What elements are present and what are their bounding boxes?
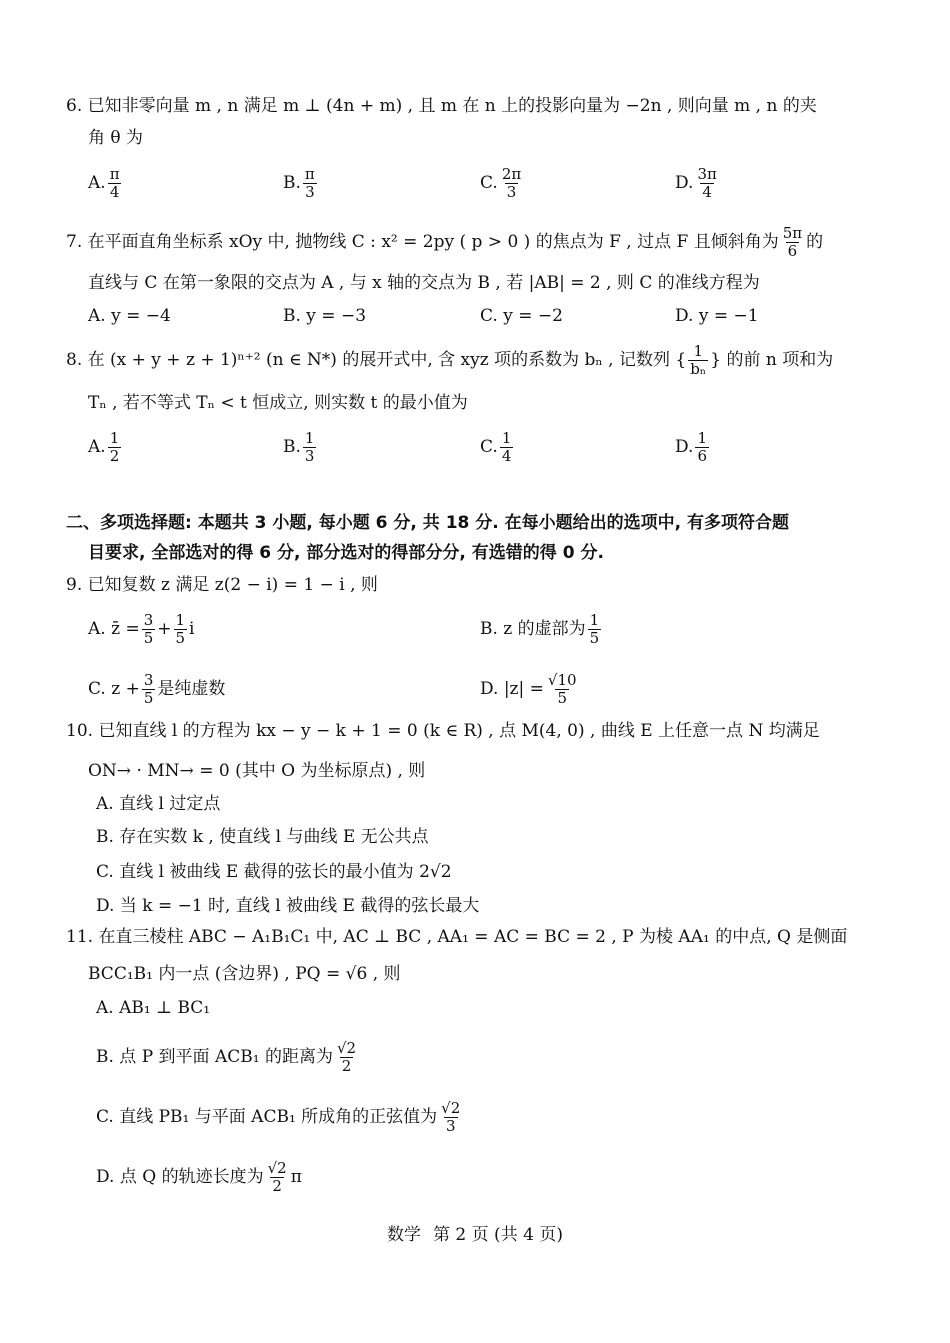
option-label: B. — [283, 437, 301, 457]
q9-option-c — [88, 672, 225, 707]
frac-num: 3 — [143, 611, 154, 629]
section-2-title-line1: 二、多项选择题: 本题共 3 小题, 每小题 6 分, 共 18 分. 在每小题给出的选项中, 有多项符合题 — [66, 513, 790, 533]
fraction — [108, 430, 122, 465]
frac-num: π — [109, 165, 120, 183]
fraction — [781, 225, 804, 260]
fraction — [303, 166, 317, 201]
q11-stem-line1: 11. 在直三棱柱 ABC − A₁B₁C₁ 中, AC ⊥ BC , AA₁ = AC = BC = 2 , P 为棱 AA₁ 的中点, Q 是侧面 — [66, 927, 848, 947]
frac-den: 2 — [109, 447, 120, 465]
q8-option-c — [480, 430, 515, 465]
footer-page-number: 第 2 页 (共 4 页) — [433, 1225, 563, 1245]
fraction — [588, 612, 602, 647]
frac-num: 1 — [109, 429, 120, 447]
frac-num: π — [304, 165, 315, 183]
fraction — [142, 612, 156, 647]
stem-text: 7. 在平面直角坐标系 xOy 中, 抛物线 C : x² = 2py ( p > 0 ) 的焦点为 F , 过点 F 且倾斜角为 — [66, 232, 779, 252]
frac-num: 1 — [693, 342, 703, 360]
fraction — [546, 672, 579, 707]
option-text: B. z 的虚部为 — [480, 619, 586, 639]
q8-stem-line1 — [66, 343, 833, 378]
frac-num: 1 — [697, 429, 707, 447]
frac-num: 1 — [501, 429, 512, 447]
option-text: π — [290, 1167, 302, 1187]
fraction — [439, 1100, 462, 1135]
frac-den: 6 — [697, 447, 707, 465]
fraction — [266, 1160, 289, 1195]
q6-stem-line1: 6. 已知非零向量 m , n 满足 m ⊥ (4n + m) , 且 m 在 n 上的投影向量为 −2n , 则向量 m , n 的夹 — [66, 96, 817, 116]
frac-num: 1 — [304, 429, 315, 447]
q6-option-b — [283, 166, 319, 201]
fraction — [500, 166, 523, 201]
option-text: A. z̄ = — [88, 619, 140, 639]
q10-option-d: D. 当 k = −1 时, 直线 l 被曲线 E 截得的弦长最大 — [96, 896, 480, 916]
fraction — [695, 430, 709, 465]
frac-den: 4 — [501, 447, 512, 465]
option-label: B. — [283, 173, 301, 193]
q9-option-b — [480, 612, 603, 647]
frac-num: 3π — [697, 165, 717, 183]
frac-num: √2 — [441, 1099, 461, 1117]
frac-den: 2 — [272, 1177, 282, 1195]
frac-num: √2 — [267, 1159, 287, 1177]
fraction — [142, 672, 156, 707]
frac-num: √10 — [547, 671, 577, 689]
q7-option-d: D. y = −1 — [675, 306, 759, 326]
fraction — [335, 1040, 358, 1075]
option-label: C. — [480, 173, 498, 193]
q6-option-a — [88, 166, 124, 201]
frac-num: 1 — [589, 611, 600, 629]
q7-option-c: C. y = −2 — [480, 306, 563, 326]
frac-den: 5 — [143, 689, 154, 707]
q8-option-d — [675, 430, 711, 465]
q11-stem-line2: BCC₁B₁ 内一点 (含边界) , PQ = √6 , 则 — [88, 964, 401, 984]
frac-den: 5 — [143, 629, 154, 647]
frac-num: √2 — [336, 1039, 357, 1057]
q7-stem-line2: 直线与 C 在第一象限的交点为 A , 与 x 轴的交点为 B , 若 |AB| = 2 , 则 C 的准线方程为 — [88, 273, 760, 293]
frac-den: 6 — [787, 242, 798, 260]
q10-option-c: C. 直线 l 被曲线 E 截得的弦长的最小值为 2√2 — [96, 862, 452, 882]
q9-option-d — [480, 672, 581, 707]
stem-text: 8. 在 (x + y + z + 1)ⁿ⁺² (n ∈ N*) 的展开式中, 含 xyz 项的系数为 bₙ , 记数列 { — [66, 350, 687, 370]
stem-text: 的 — [806, 232, 824, 252]
option-text: B. 点 P 到平面 ACB₁ 的距离为 — [96, 1047, 333, 1067]
q10-stem-line2: ON→ · MN→ = 0 (其中 O 为坐标原点) , 则 — [88, 761, 426, 781]
fraction — [108, 166, 122, 201]
frac-den: 4 — [109, 183, 120, 201]
q11-option-b — [96, 1040, 360, 1075]
frac-den: 3 — [305, 183, 315, 201]
q10-option-a: A. 直线 l 过定点 — [96, 794, 221, 814]
q8-option-b — [283, 430, 318, 465]
frac-den: 5 — [557, 689, 567, 707]
q6-option-c — [480, 166, 525, 201]
q10-option-b: B. 存在实数 k , 使直线 l 与曲线 E 无公共点 — [96, 827, 429, 847]
q6-stem-line2: 角 θ 为 — [88, 128, 144, 148]
fraction — [303, 430, 317, 465]
option-text: D. |z| = — [480, 679, 544, 699]
stem-text: } 的前 n 项和为 — [710, 350, 834, 370]
frac-den: 3 — [506, 183, 517, 201]
frac-den: 5 — [589, 629, 600, 647]
frac-den: 3 — [445, 1117, 456, 1135]
option-label: D. — [675, 437, 694, 457]
option-text: i — [189, 619, 195, 639]
frac-num: 1 — [175, 611, 186, 629]
q11-option-c — [96, 1100, 464, 1135]
q9-option-a — [88, 612, 194, 647]
section-2-title-line2: 目要求, 全部选对的得 6 分, 部分选对的得部分分, 有选错的得 0 分. — [88, 543, 604, 563]
fraction — [174, 612, 188, 647]
q8-option-a — [88, 430, 123, 465]
option-label: A. — [88, 437, 106, 457]
page-footer — [0, 1220, 950, 1245]
q8-stem-line2: Tₙ , 若不等式 Tₙ < t 恒成立, 则实数 t 的最小值为 — [88, 393, 468, 413]
q9-stem: 9. 已知复数 z 满足 z(2 − i) = 1 − i , 则 — [66, 575, 378, 595]
footer-subject: 数学 — [387, 1225, 422, 1245]
frac-den: 4 — [702, 183, 712, 201]
option-label: C. — [480, 437, 498, 457]
option-label: A. — [88, 173, 106, 193]
fraction — [500, 430, 514, 465]
option-text: 是纯虚数 — [157, 679, 226, 699]
fraction — [695, 166, 718, 201]
frac-den: 3 — [304, 447, 315, 465]
frac-den: 2 — [341, 1057, 352, 1075]
fraction — [688, 343, 708, 378]
frac-den: 5 — [175, 629, 186, 647]
q6-option-d — [675, 166, 721, 201]
frac-den: bₙ — [690, 360, 707, 378]
q11-option-d — [96, 1160, 302, 1195]
q7-option-b: B. y = −3 — [283, 306, 367, 326]
option-text: C. 直线 PB₁ 与平面 ACB₁ 所成角的正弦值为 — [96, 1107, 438, 1127]
q7-option-a: A. y = −4 — [88, 306, 171, 326]
option-text: + — [157, 619, 172, 639]
frac-num: 2π — [501, 165, 522, 183]
option-label: D. — [675, 173, 694, 193]
frac-num: 5π — [782, 224, 803, 242]
option-text: D. 点 Q 的轨迹长度为 — [96, 1167, 264, 1187]
q7-stem-line1 — [66, 225, 823, 260]
option-text: C. z + — [88, 679, 140, 699]
q10-stem-line1: 10. 已知直线 l 的方程为 kx − y − k + 1 = 0 (k ∈ R) , 点 M(4, 0) , 曲线 E 上任意一点 N 均满足 — [66, 721, 820, 741]
q11-option-a: A. AB₁ ⊥ BC₁ — [96, 998, 211, 1018]
frac-num: 3 — [143, 671, 154, 689]
